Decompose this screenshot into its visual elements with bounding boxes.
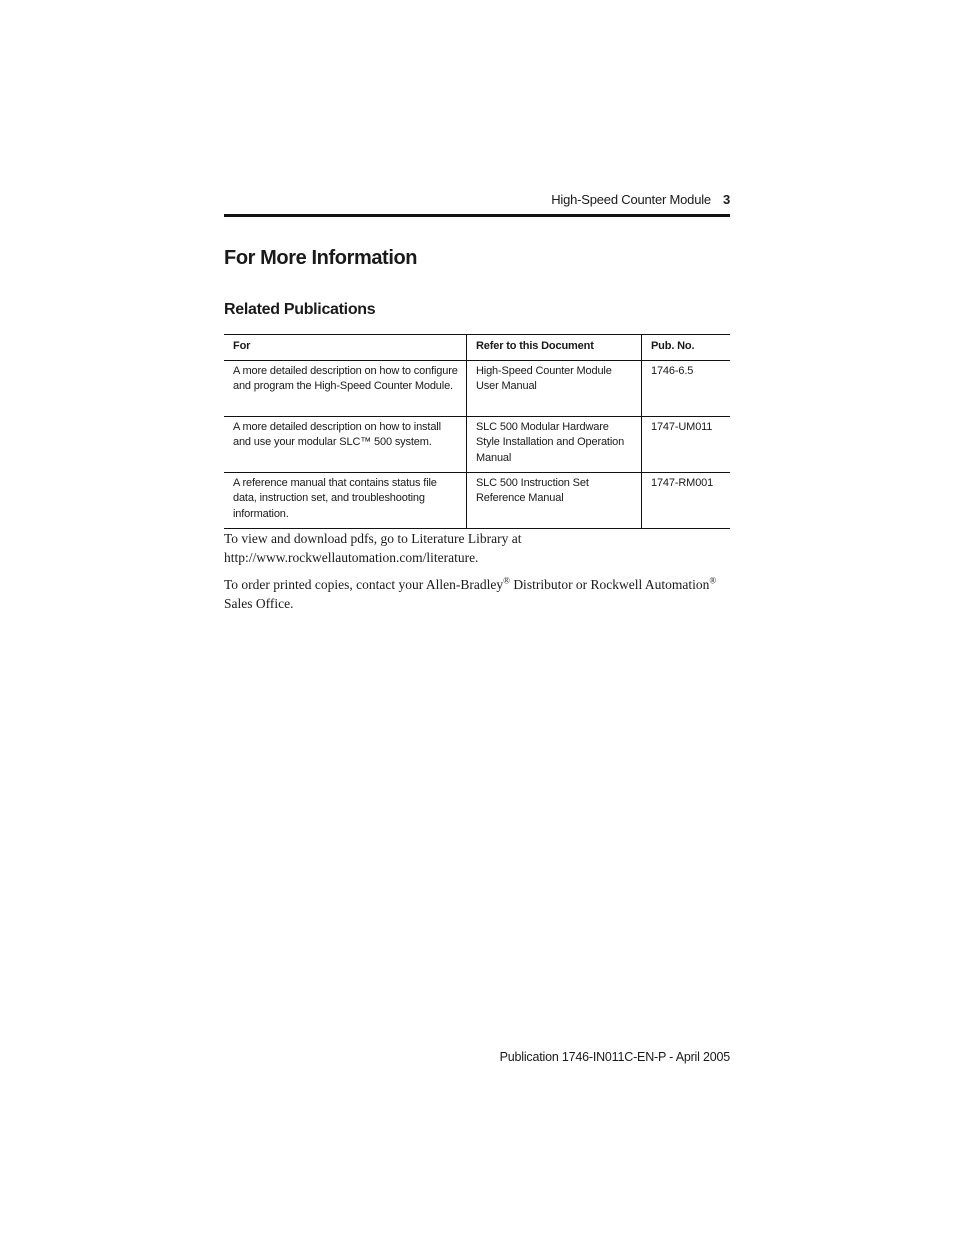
running-title: High-Speed Counter Module	[551, 192, 711, 207]
related-publications-table	[224, 334, 730, 529]
table-cell-document: SLC 500 Instruction Set Reference Manual	[467, 472, 642, 528]
table-cell-document: SLC 500 Modular Hardware Style Installation and Operation Manual	[467, 416, 642, 472]
order-text-middle: Distributor or Rockwell Automation	[509, 577, 710, 592]
running-header	[224, 192, 730, 207]
column-header-for: For	[224, 335, 467, 361]
table-cell-for: A more detailed description on how to configure and program the High-Speed Counter Module.	[224, 360, 467, 416]
table-header-row	[224, 335, 730, 361]
order-text-end: Sales Office.	[224, 596, 294, 611]
page-title: For More Information	[224, 247, 418, 269]
download-paragraph: To view and download pdfs, go to Literature Library at http://www.rockwellautomation.com/literature.	[224, 531, 522, 565]
table-cell-pub-no: 1746-6.5	[642, 360, 731, 416]
column-header-document: Refer to this Document	[467, 335, 642, 361]
table-cell-for: A reference manual that contains status file data, instruction set, and troubleshooting information.	[224, 472, 467, 528]
header-rule	[224, 214, 730, 217]
section-title: Related Publications	[224, 301, 376, 318]
table-cell-document: High-Speed Counter Module User Manual	[467, 360, 642, 416]
table-row	[224, 416, 730, 472]
table-row	[224, 472, 730, 528]
table-row	[224, 360, 730, 416]
column-header-pub-no: Pub. No.	[642, 335, 731, 361]
table-cell-pub-no: 1747-UM011	[642, 416, 731, 472]
registered-mark: ®	[709, 575, 717, 586]
order-paragraph	[224, 575, 730, 613]
page-number: 3	[722, 192, 730, 207]
table-cell-pub-no: 1747-RM001	[642, 472, 731, 528]
publication-footer: Publication 1746-IN011C-EN-P - April 2005	[499, 1050, 730, 1064]
table-cell-for: A more detailed description on how to install and use your modular SLC™ 500 system.	[224, 416, 467, 472]
registered-mark: ®	[503, 575, 510, 586]
order-text-start: To order printed copies, contact your Allen-Bradley	[224, 577, 504, 592]
